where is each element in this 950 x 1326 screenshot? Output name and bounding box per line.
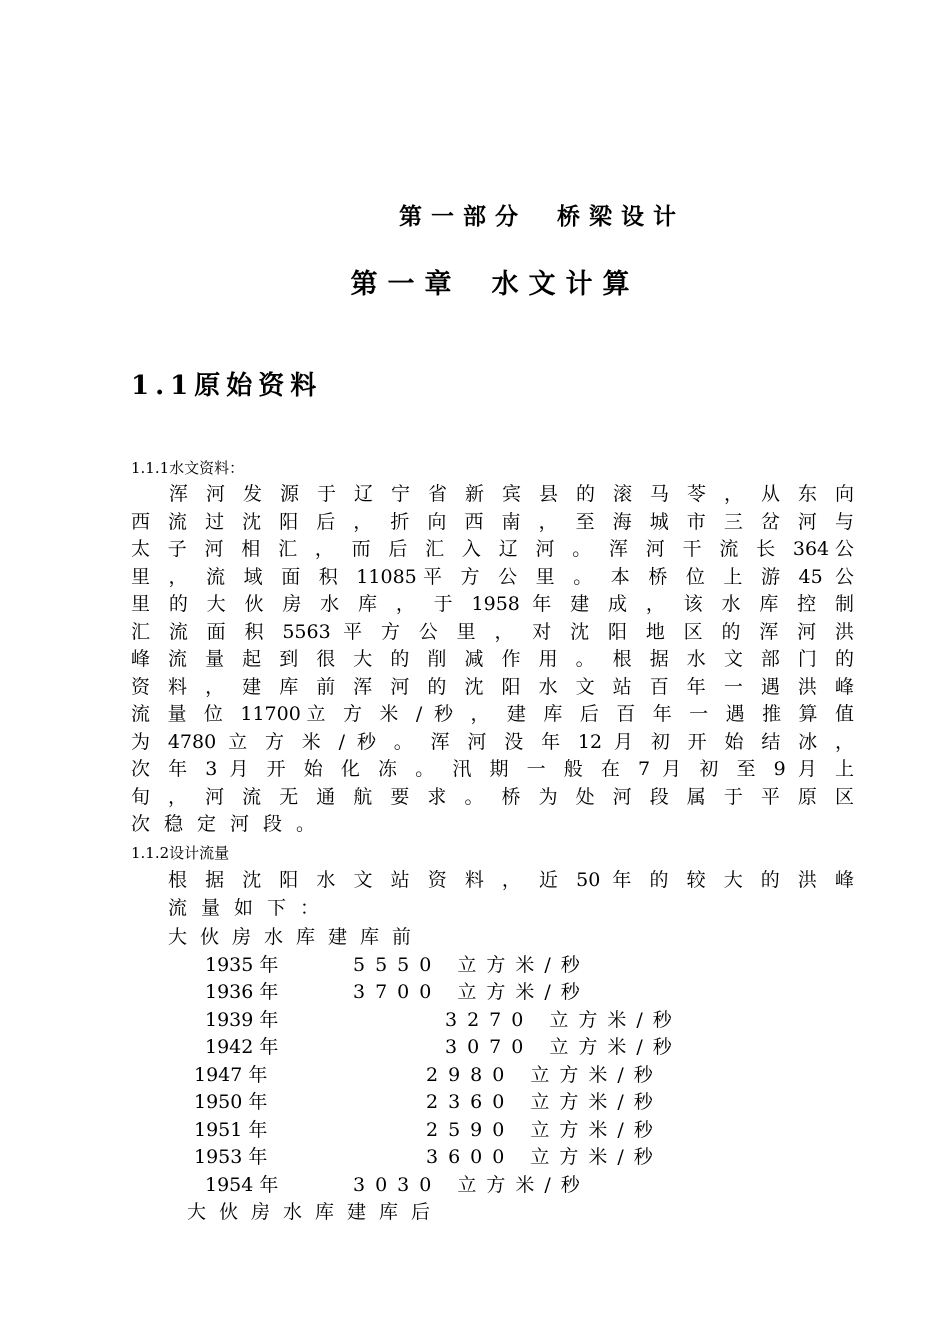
paragraph-line: 里 的 大 伙 房 水 库 ， 于 1958 年 建 成 ， 该 水 库 控 制 xyxy=(131,593,854,615)
chapter-title-left: 第一章 xyxy=(350,269,462,300)
flow-value: 3700 立方米/秒 xyxy=(353,981,590,1003)
flow-value: 3070 立方米/秒 xyxy=(445,1036,682,1058)
flow-value: 5550 立方米/秒 xyxy=(353,954,590,976)
flow-value: 3030 立方米/秒 xyxy=(353,1174,590,1196)
flow-year: 1936 年 xyxy=(205,981,279,1003)
subsection-1-heading: 1.1.1水文资料： xyxy=(131,459,245,477)
paragraph-line: 次 年 3 月 开 始 化 冻 。 汛 期 一 般 在 7 月 初 至 9 月 上 xyxy=(131,758,854,780)
before-reservoir-label: 大伙房水库建库前 xyxy=(168,926,425,948)
hydrology-paragraph xyxy=(131,481,854,839)
paragraph-line: 旬 ， 河 流 无 通 航 要 求 。 桥 为 处 河 段 属 于 平 原 区 xyxy=(131,785,854,808)
design-flow-intro xyxy=(168,867,854,922)
chapter-title xyxy=(0,262,950,301)
part-title-right: 桥梁设计 xyxy=(557,204,685,230)
flow-year: 1947 年 xyxy=(194,1064,268,1086)
paragraph-line: 西 流 过 沈 阳 后 ， 折 向 西 南 ， 至 海 城 市 三 岔 河 与 xyxy=(131,510,854,533)
paragraph-line: 汇 流 面 积 5563 平 方 公 里 ， 对 沈 阳 地 区 的 浑 河 洪 xyxy=(131,620,854,643)
section-heading xyxy=(131,365,322,402)
flow-year: 1942 年 xyxy=(205,1036,279,1058)
subsection-2-heading: 1.1.2设计流量 xyxy=(131,844,230,862)
flow-year: 1950 年 xyxy=(194,1091,268,1113)
section-number: 1.1 xyxy=(131,371,195,401)
flow-year: 1951 年 xyxy=(194,1119,268,1141)
after-reservoir-label: 大伙房水库建库后 xyxy=(187,1201,444,1223)
paragraph-line: 浑 河 发 源 于 辽 宁 省 新 宾 县 的 滚 马 苓 ， 从 东 向 xyxy=(169,483,854,505)
flow-value: 2980 立方米/秒 xyxy=(426,1064,663,1086)
part-title-left: 第一部分 xyxy=(399,204,527,230)
paragraph-line: 为 4780 立 方 米 / 秒 。 浑 河 没 年 12 月 初 开 始 结 冰 ， xyxy=(131,730,854,753)
flow-value: 3600 立方米/秒 xyxy=(426,1146,663,1168)
paragraph-line: 里 ， 流 域 面 积 11085平 方 公 里 。 本 桥 位 上 游 45 公 xyxy=(131,565,854,588)
intro-line: 根 据 沈 阳 水 文 站 资 料 ， 近 50 年 的 较 大 的 洪 峰 xyxy=(168,869,854,891)
chapter-title-right: 水文计算 xyxy=(491,269,640,300)
paragraph-line: 太 子 河 相 汇 ， 而 后 汇 入 辽 河 。 浑 河 干 流 长 364公 xyxy=(131,538,854,560)
flow-year: 1953 年 xyxy=(194,1146,268,1168)
paragraph-line: 资 料 ， 建 库 前 浑 河 的 沈 阳 水 文 站 百 年 一 遇 洪 峰 xyxy=(131,675,854,698)
part-title xyxy=(0,198,950,231)
flow-value: 2590 立方米/秒 xyxy=(426,1119,663,1141)
flow-year: 1935 年 xyxy=(205,954,279,976)
flow-year: 1954 年 xyxy=(205,1174,279,1196)
flow-value: 2360 立方米/秒 xyxy=(426,1091,663,1113)
flow-value: 3270 立方米/秒 xyxy=(445,1009,682,1031)
section-title: 原始资料 xyxy=(194,371,323,401)
paragraph-line: 峰 流 量 起 到 很 大 的 削 减 作 用 。 根 据 水 文 部 门 的 xyxy=(131,648,854,670)
flow-year: 1939 年 xyxy=(205,1009,279,1031)
paragraph-line: 次稳定河段。 xyxy=(131,813,330,835)
paragraph-line: 流 量 位 11700立 方 米 / 秒 ， 建 库 后 百 年 一 遇 推 算 值 xyxy=(131,703,854,725)
intro-line: 流量如下： xyxy=(168,896,334,919)
